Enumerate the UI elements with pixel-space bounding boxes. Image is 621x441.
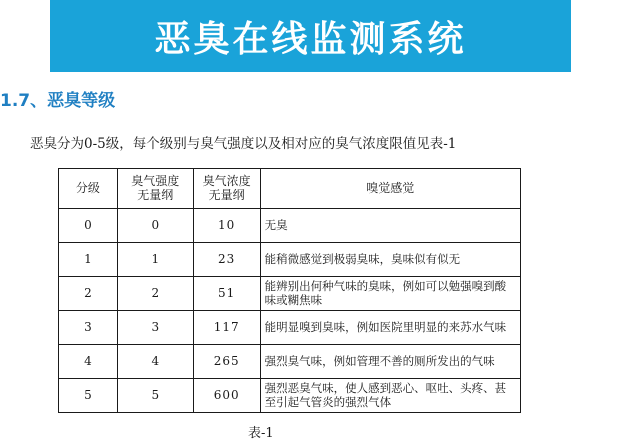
page-title: 恶臭在线监测系统 (154, 18, 467, 60)
intensity-cell: 2 (117, 277, 193, 311)
odor-grade-table (58, 168, 521, 413)
header-intensity-line2: 无量纲 (137, 187, 174, 202)
concentration-cell: 600 (193, 379, 260, 413)
sensation-cell: 能辨别出何种气味的臭味，例如可以勉强嗅到酸味或糊焦味 (260, 277, 520, 311)
grade-cell: 4 (59, 345, 118, 379)
grade-cell: 2 (59, 277, 118, 311)
sensation-cell: 强烈臭气味，例如管理不善的厕所发出的气味 (260, 345, 520, 379)
intensity-cell: 5 (117, 379, 193, 413)
table-row (59, 243, 521, 277)
intro-paragraph: 恶臭分为0-5级，每个级别与臭气强度以及相对应的臭气浓度限值见表-1 (30, 136, 457, 152)
grade-cell: 1 (59, 243, 118, 277)
header-sensation: 嗅觉感觉 (260, 169, 520, 209)
table-header-row (59, 169, 521, 209)
table-row (59, 209, 521, 243)
sensation-cell: 能稍微感觉到极弱臭味，臭味似有似无 (260, 243, 520, 277)
header-grade: 分级 (59, 169, 118, 209)
table-row (59, 379, 521, 413)
section-heading: 1.7、恶臭等级 (0, 91, 116, 111)
grade-cell: 0 (59, 209, 118, 243)
header-concentration-line1: 臭气浓度 (202, 173, 251, 188)
intensity-cell: 4 (117, 345, 193, 379)
grade-cell: 5 (59, 379, 118, 413)
sensation-cell: 强烈恶臭气味，使人感到恶心、呕吐、头疼、甚至引起气管炎的强烈气体 (260, 379, 520, 413)
intensity-cell: 3 (117, 311, 193, 345)
concentration-cell: 10 (193, 209, 260, 243)
intensity-cell: 1 (117, 243, 193, 277)
header-concentration (193, 169, 260, 209)
table-row (59, 277, 521, 311)
sensation-cell: 无臭 (260, 209, 520, 243)
table-caption: 表-1 (248, 426, 274, 441)
header-concentration-line2: 无量纲 (208, 187, 245, 202)
grade-cell: 3 (59, 311, 118, 345)
table-row (59, 311, 521, 345)
title-banner (50, 0, 571, 72)
sensation-cell: 能明显嗅到臭味，例如医院里明显的来苏水气味 (260, 311, 520, 345)
concentration-cell: 117 (193, 311, 260, 345)
table-row (59, 345, 521, 379)
header-intensity-line1: 臭气强度 (131, 173, 180, 188)
header-intensity (117, 169, 193, 209)
concentration-cell: 51 (193, 277, 260, 311)
intensity-cell: 0 (117, 209, 193, 243)
concentration-cell: 23 (193, 243, 260, 277)
concentration-cell: 265 (193, 345, 260, 379)
